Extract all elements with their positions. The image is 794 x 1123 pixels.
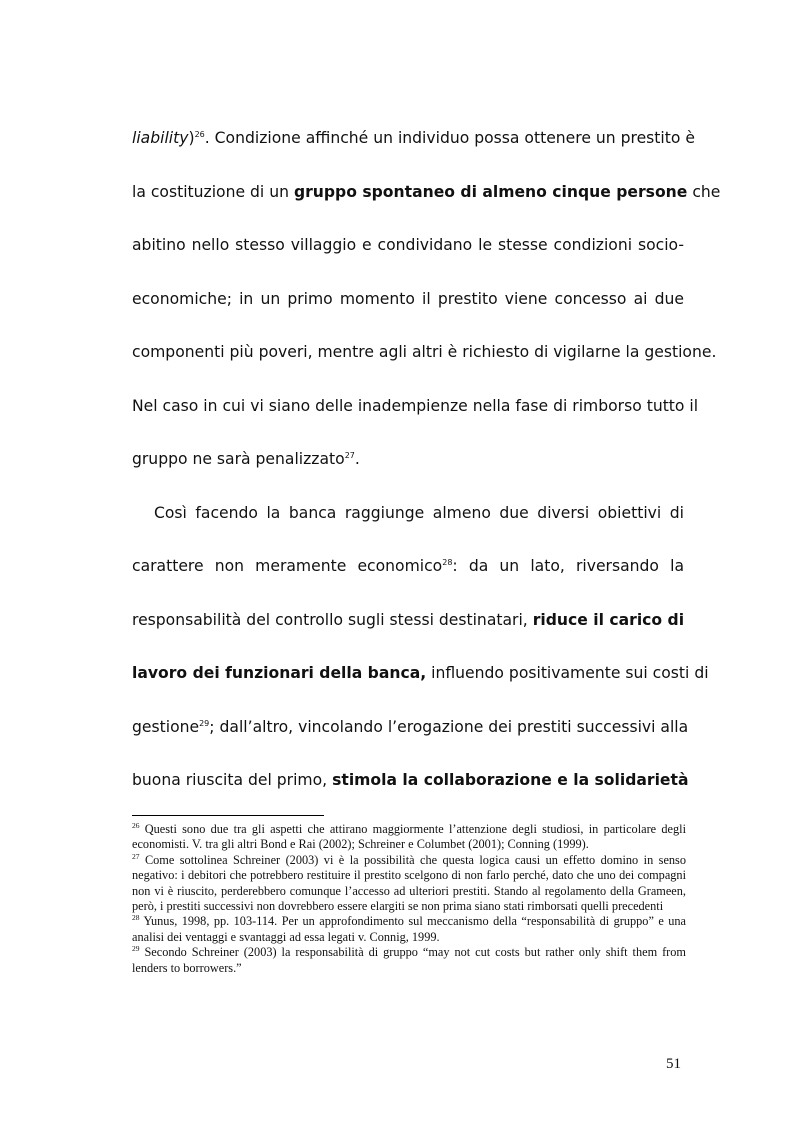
- text-line: liability)$^{26}$. Condizione affinché un individuo possa ottenere un prestito è: [132, 129, 695, 147]
- bold-phrase: stimola la collaborazione e la solidarietà: [332, 771, 689, 789]
- bold-phrase: gruppo spontaneo di almeno cinque persone: [293, 182, 688, 201]
- text-line: abitino nello stesso villaggio e condividano le stesse condizioni socio-: [132, 236, 684, 254]
- footnote-separator: [132, 815, 324, 816]
- page-number: 51: [666, 1056, 681, 1072]
- main-text: [132, 112, 721, 808]
- footnote-ref-29[interactable]: 29: [199, 718, 210, 728]
- footnote-26: $^{26}$ Questi sono due tra gli aspetti che attirano maggiormente l’attenzione degli studiosi, in particolare degli economisti. V. tra gli altri Bond e Rai (2002); Schreiner e Columbet (2001); Conning (1999).: [132, 820, 686, 852]
- bold-phrase: lavoro dei funzionari della banca,: [132, 664, 427, 682]
- text-line: carattere non meramente economico$^{28}$: da un lato, riversando la: [132, 557, 685, 575]
- bold-phrase: riduce il carico di: [532, 610, 685, 629]
- text-line: Così facendo la banca raggiunge almeno due diversi obiettivi di: [154, 503, 684, 522]
- text-line: Nel caso in cui vi siano delle inadempienze nella fase di rimborso tutto il: [132, 396, 699, 415]
- footnote-ref-26[interactable]: 26: [194, 129, 205, 139]
- footnote-ref-27[interactable]: 27: [344, 450, 355, 460]
- text-line: lavoro dei funzionari della banca, influendo positivamente sui costi di: [132, 664, 709, 682]
- footnotes: [132, 822, 686, 976]
- text-line: buona riuscita del primo, stimola la collaborazione e la solidarietà: [132, 771, 689, 789]
- footnote-ref-28[interactable]: 28: [442, 557, 453, 567]
- footnote-27: $^{27}$ Come sottolinea Schreiner (2003) vi è la possibilità che questa logica causi un effetto domino in senso negativo: i debitori che potrebbero restituire il prestito scelgono di non farlo perché, dato che uno dei compagni non vi è riuscito, perderebbero comunque l’accesso ad ulteriori prestiti. Stando al regolamento della Grameen, però, i prestiti successivi non dovrebbero essere elargiti se non prima siano stati rimborsati quelli precedenti: [132, 851, 686, 914]
- text-line: economiche; in un primo momento il prestito viene concesso ai due: [132, 289, 684, 308]
- footnote-28: $^{28}$ Yunus, 1998, pp. 103-114. Per un approfondimento sul meccanismo della “responsabilità di gruppo” e una analisi dei ventaggi e svantaggi ad essa legati v. Connig, 1999.: [132, 913, 686, 944]
- text-line: responsabilità del controllo sugli stessi destinatari, riduce il carico di: [132, 610, 685, 629]
- text-line: gestione$^{29}$; dall’altro, vincolando l’erogazione dei prestiti successivi alla: [132, 717, 689, 736]
- text-line: componenti più poveri, mentre agli altri è richiesto di vigilarne la gestione.: [132, 343, 717, 361]
- text-line: la costituzione di un gruppo spontaneo di almeno cinque persone che: [132, 182, 721, 201]
- footnote-29: $^{29}$ Secondo Schreiner (2003) la responsabilità di gruppo “may not cut costs but rather only shift them from lenders to borrowers.”: [132, 944, 686, 975]
- text-line: gruppo ne sarà penalizzato$^{27}$.: [132, 450, 360, 468]
